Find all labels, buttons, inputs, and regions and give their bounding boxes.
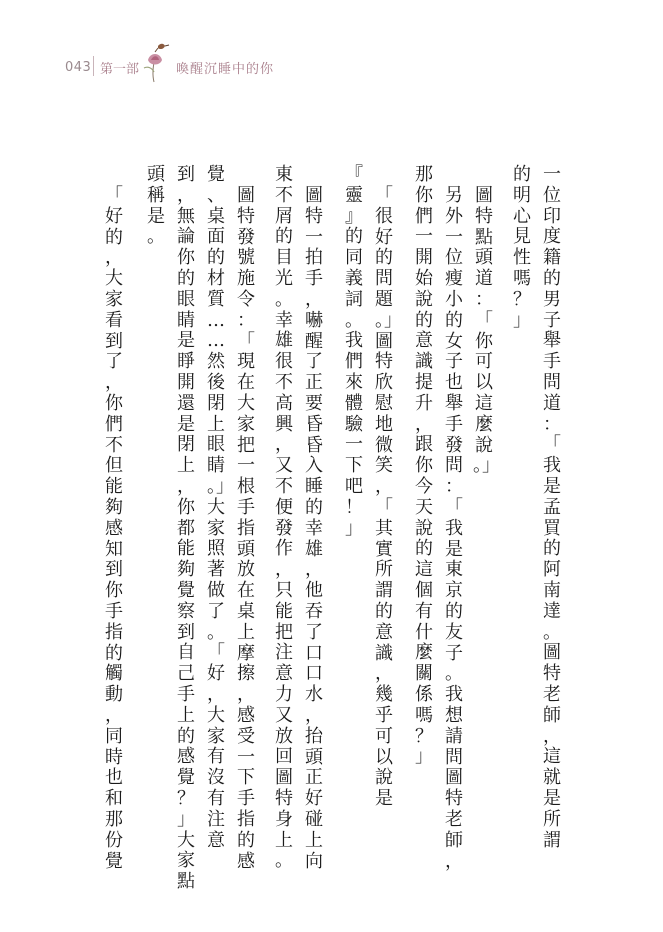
chapter-title: 喚醒沉睡中的你 xyxy=(176,62,275,77)
text-column: 圖特發號施令：「現在大家把一根手指頭放在桌上摩擦，感受一下手指的感 xyxy=(237,185,255,872)
text-column: 圖特點頭道：「你可以這麼說。」 xyxy=(473,185,500,477)
header-divider xyxy=(93,56,94,76)
page-header xyxy=(0,0,663,110)
text-column: 「好的，大家看到了，你們不但能夠感知到你手指的觸動，同時也和那份覺 xyxy=(105,185,123,872)
text-column: 那你們一開始說的意識提升，跟你今天說的這個有什麼關係嗎？」 xyxy=(415,164,433,768)
flower-bird-icon xyxy=(138,38,172,84)
page-number: 043 xyxy=(65,60,92,75)
part-label: 第一部 xyxy=(100,62,140,77)
text-column: 一位印度籍的男子舉手問道：「我是孟買的阿南達。圖特老師，這就是所謂 xyxy=(543,164,561,851)
text-column: 『靈』的同義詞。我們來體驗一下吧！」 xyxy=(345,164,363,539)
text-column: 的明心見性嗎？」 xyxy=(513,164,531,331)
text-column: 「很好的問題。」圖特欣慰地微笑，「其實所謂的意識，幾乎可以說是 xyxy=(375,185,393,810)
text-column: 東不屑的目光。幸雄很不高興，又不便發作，只能把注意力又放回圖特身上。 xyxy=(275,164,293,872)
text-column: 覺、桌面的材質……然後閉上眼睛。」大家照著做了。「好，大家有沒有注意 xyxy=(207,164,225,851)
text-column: 另外一位瘦小的女子也舉手發問：「我是東京的友子。我想請問圖特老師， xyxy=(445,185,463,872)
text-column: 頭稱是。 xyxy=(147,164,165,248)
text-column: 到，無論你的眼睛是睜開還是閉上，你都能夠覺察到自己手上的感覺？」大家點 xyxy=(177,164,195,893)
text-column: 圖特一拍手，嚇醒了正要昏昏入睡的幸雄，他吞了口口水，抬頭正好碰上向 xyxy=(305,185,323,872)
